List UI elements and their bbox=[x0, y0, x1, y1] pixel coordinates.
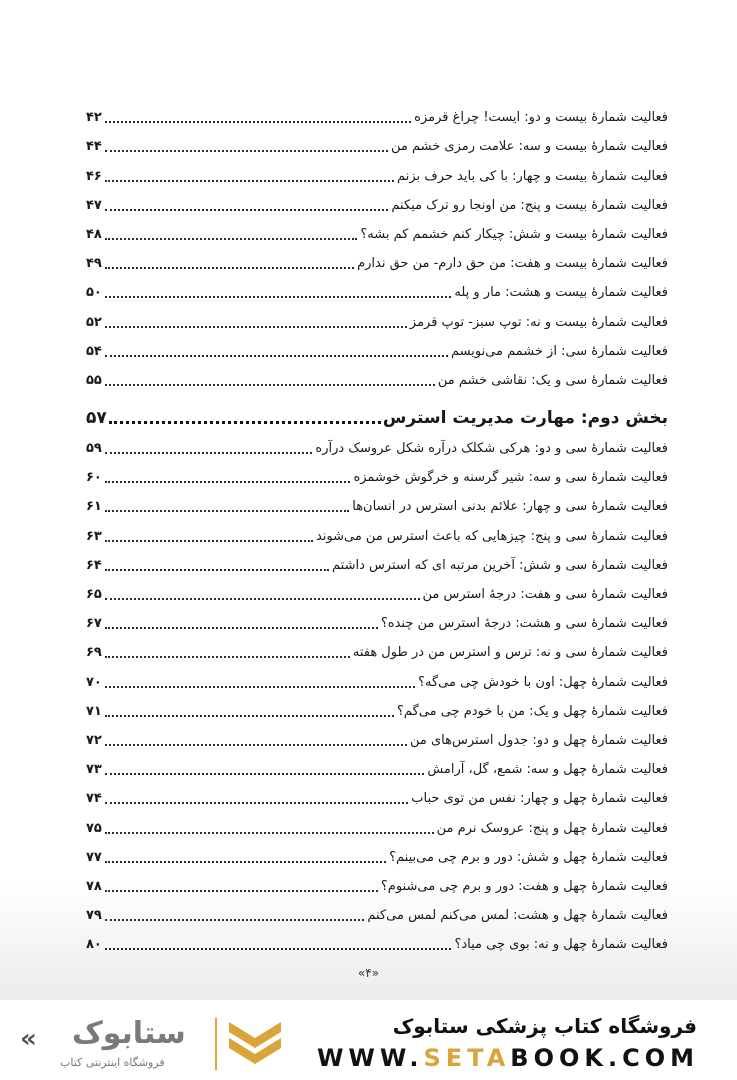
leader-dots bbox=[105, 451, 313, 454]
toc-entry[interactable] bbox=[86, 126, 668, 155]
toc-entry[interactable] bbox=[86, 97, 668, 126]
toc-entry[interactable] bbox=[86, 243, 668, 272]
toc-entry[interactable] bbox=[86, 749, 668, 778]
leader-dots bbox=[105, 918, 365, 921]
entry-title: فعالیت شمارهٔ چهل و پنج: عروسک نرم من bbox=[436, 820, 668, 836]
leader-dots bbox=[105, 568, 329, 571]
toc-entry[interactable] bbox=[86, 720, 668, 749]
toc-group-stress bbox=[86, 428, 668, 953]
entry-title: فعالیت شمارهٔ سی و پنج: چیزهایی که باعث استرس من می‌شوند bbox=[315, 528, 668, 544]
entry-page-number: ۴۹ bbox=[86, 256, 102, 272]
page-number: «۴» bbox=[357, 966, 380, 980]
entry-title: فعالیت شمارهٔ چهل و یک: من با خودم چی می‌گم؟ bbox=[397, 703, 668, 719]
leader-dots bbox=[109, 420, 381, 424]
entry-title: فعالیت شمارهٔ چهل و چهار: نفس من توی حباب bbox=[411, 791, 668, 807]
entry-title: فعالیت شمارهٔ بیست و چهار: با کی باید حرف بزنم bbox=[397, 168, 668, 184]
leader-dots bbox=[105, 714, 394, 717]
leader-dots bbox=[105, 120, 411, 123]
entry-title: فعالیت شمارهٔ سی: از خشمم می‌نویسم bbox=[450, 343, 668, 359]
leader-dots bbox=[105, 325, 407, 328]
logo-text: ستابوک bbox=[72, 1016, 186, 1051]
entry-title: فعالیت شمارهٔ چهل و هفت: دور و برم چی می‌شنوم؟ bbox=[380, 878, 668, 894]
entry-page-number: ۴۸ bbox=[86, 226, 102, 242]
entry-title: فعالیت شمارهٔ سی و شش: آخرین مرتبه ای که استرس داشتم bbox=[332, 557, 668, 573]
chevron-stack-icon bbox=[225, 1018, 285, 1070]
leader-dots bbox=[105, 149, 388, 152]
leader-dots bbox=[105, 831, 434, 834]
entry-page-number: ۶۴ bbox=[86, 557, 102, 573]
leader-dots bbox=[105, 383, 435, 386]
entry-title: فعالیت شمارهٔ سی و سه: شیر گرسنه و خرگوش خوشمزه bbox=[353, 470, 668, 486]
toc-entry[interactable] bbox=[86, 603, 668, 632]
logo-divider bbox=[215, 1018, 217, 1070]
entry-page-number: ۶۱ bbox=[86, 499, 102, 515]
toc-entry[interactable] bbox=[86, 924, 668, 953]
leader-dots bbox=[105, 626, 378, 629]
entry-title: فعالیت شمارهٔ چهل و هشت: لمس می‌کنم لمس می‌کنم bbox=[367, 908, 668, 924]
toc-entry[interactable] bbox=[86, 515, 668, 544]
leader-dots bbox=[105, 509, 349, 512]
entry-title: فعالیت شمارهٔ چهل: اون با خودش چی می‌گه؟ bbox=[418, 674, 668, 690]
leader-dots bbox=[105, 947, 452, 950]
entry-title: فعالیت شمارهٔ سی و نه: ترس و استرس من در طول هفته bbox=[352, 645, 668, 661]
footer-banner bbox=[0, 1000, 737, 1080]
entry-title: فعالیت شمارهٔ سی و دو: هرکی شکلک درآره شکل عروسک درآره bbox=[315, 441, 668, 457]
section-page-number: ۵۷ bbox=[86, 407, 107, 428]
entry-page-number: ۵۵ bbox=[86, 372, 102, 388]
entry-page-number: ۷۷ bbox=[86, 849, 102, 865]
leader-dots bbox=[105, 266, 354, 269]
entry-title: فعالیت شمارهٔ بیست و نه: توپ سبز- توپ قرمز bbox=[409, 314, 668, 330]
toc-entry[interactable] bbox=[86, 778, 668, 807]
entry-title: فعالیت شمارهٔ سی و هشت: درجهٔ استرس من چنده؟ bbox=[380, 616, 668, 632]
entry-page-number: ۵۰ bbox=[86, 285, 102, 301]
entry-page-number: ۷۴ bbox=[86, 791, 102, 807]
store-logo[interactable] bbox=[20, 1012, 290, 1072]
entry-page-number: ۶۳ bbox=[86, 528, 102, 544]
section-title: بخش دوم: مهارت مدیریت استرس bbox=[382, 407, 668, 428]
double-chevron-icon: « bbox=[20, 1024, 37, 1054]
toc-entry[interactable] bbox=[86, 331, 668, 360]
leader-dots bbox=[105, 208, 389, 211]
entry-page-number: ۶۵ bbox=[86, 587, 102, 602]
url-accent: SETA bbox=[423, 1044, 511, 1072]
leader-dots bbox=[105, 889, 378, 892]
entry-title: فعالیت شمارهٔ بیست و پنج: من اونجا رو ترک میکنم bbox=[391, 197, 668, 213]
leader-dots bbox=[105, 743, 407, 746]
entry-title: فعالیت شمارهٔ بیست و شش: چیکار کنم خشمم کم بشه؟ bbox=[360, 226, 668, 242]
leader-dots bbox=[105, 685, 415, 688]
leader-dots bbox=[105, 860, 386, 863]
entry-page-number: ۷۹ bbox=[86, 908, 102, 924]
toc-entry[interactable] bbox=[86, 214, 668, 243]
toc-entry[interactable] bbox=[86, 155, 668, 184]
entry-title: فعالیت شمارهٔ بیست و هفت: من حق دارم- من حق ندارم bbox=[357, 256, 668, 272]
entry-title: فعالیت شمارهٔ بیست و سه: علامت رمزی خشم من bbox=[390, 139, 668, 155]
entry-page-number: ۷۵ bbox=[86, 820, 102, 836]
leader-dots bbox=[105, 772, 424, 775]
entry-page-number: ۶۰ bbox=[86, 470, 102, 486]
leader-dots bbox=[105, 295, 451, 298]
entry-title: فعالیت شمارهٔ چهل و نه: بوی چی میاد؟ bbox=[454, 937, 668, 953]
entry-title: فعالیت شمارهٔ چهل و شش: دور و برم چی می‌بینم؟ bbox=[389, 849, 668, 865]
toc-entry[interactable] bbox=[86, 545, 668, 574]
store-url[interactable] bbox=[317, 1044, 699, 1072]
store-name: فروشگاه کتاب پزشکی ستابوک bbox=[392, 1014, 697, 1038]
entry-title: فعالیت شمارهٔ چهل و دو: جدول استرس‌های من bbox=[410, 732, 668, 748]
entry-title: فعالیت شمارهٔ سی و چهار: علائم بدنی استرس در انسان‌ها bbox=[352, 499, 668, 515]
section-heading bbox=[86, 393, 668, 428]
toc-entry[interactable] bbox=[86, 895, 668, 924]
entry-page-number: ۴۷ bbox=[86, 197, 102, 213]
entry-page-number: ۴۶ bbox=[86, 168, 102, 184]
entry-page-number: ۶۷ bbox=[86, 616, 102, 632]
leader-dots bbox=[105, 539, 313, 542]
entry-title: فعالیت شمارهٔ بیست و دو: ایست! چراغ قرمزه bbox=[414, 110, 668, 126]
toc-entry[interactable] bbox=[86, 457, 668, 486]
toc-entry[interactable] bbox=[86, 691, 668, 720]
toc-entry[interactable] bbox=[86, 185, 668, 214]
toc-entry[interactable] bbox=[86, 574, 668, 603]
leader-dots bbox=[105, 179, 394, 182]
toc-entry[interactable] bbox=[86, 632, 668, 661]
entry-page-number: ۷۸ bbox=[86, 878, 102, 894]
entry-page-number: ۵۹ bbox=[86, 441, 102, 457]
toc-entry[interactable] bbox=[86, 661, 668, 690]
url-prefix: WWW. bbox=[316, 1044, 424, 1072]
entry-page-number: ۴۲ bbox=[86, 110, 102, 126]
leader-dots bbox=[105, 801, 408, 804]
entry-title: فعالیت شمارهٔ سی و هفت: درجهٔ استرس من bbox=[422, 587, 668, 602]
leader-dots bbox=[105, 597, 420, 600]
entry-page-number: ۵۲ bbox=[86, 314, 102, 330]
entry-page-number: ۷۱ bbox=[86, 703, 102, 719]
toc-entry[interactable] bbox=[86, 807, 668, 836]
toc-entry[interactable] bbox=[86, 428, 668, 457]
entry-page-number: ۴۴ bbox=[86, 139, 102, 155]
toc-group-anger bbox=[86, 97, 668, 389]
entry-page-number: ۶۹ bbox=[86, 645, 102, 661]
leader-dots bbox=[105, 480, 351, 483]
leader-dots bbox=[105, 354, 448, 357]
entry-page-number: ۵۴ bbox=[86, 343, 102, 359]
entry-page-number: ۷۰ bbox=[86, 674, 102, 690]
entry-page-number: ۷۲ bbox=[86, 732, 102, 748]
entry-title: فعالیت شمارهٔ بیست و هشت: مار و پله bbox=[454, 285, 668, 301]
toc-entry[interactable] bbox=[86, 866, 668, 895]
entry-title: فعالیت شمارهٔ سی و یک: نقاشی خشم من bbox=[437, 372, 668, 388]
toc-entry[interactable] bbox=[86, 272, 668, 301]
url-suffix: BOOK.COM bbox=[510, 1044, 699, 1072]
toc-entry[interactable] bbox=[86, 301, 668, 330]
entry-page-number: ۷۳ bbox=[86, 762, 102, 778]
leader-dots bbox=[105, 655, 350, 658]
entry-title: فعالیت شمارهٔ چهل و سه: شمع، گل، آرامش bbox=[427, 762, 668, 778]
logo-subtitle: فروشگاه اینترنتی کتاب bbox=[60, 1056, 165, 1069]
entry-page-number: ۸۰ bbox=[86, 937, 102, 953]
toc-entry[interactable] bbox=[86, 837, 668, 866]
table-of-contents bbox=[86, 97, 668, 953]
toc-entry[interactable] bbox=[86, 486, 668, 515]
toc-entry[interactable] bbox=[86, 360, 668, 389]
leader-dots bbox=[105, 237, 357, 240]
